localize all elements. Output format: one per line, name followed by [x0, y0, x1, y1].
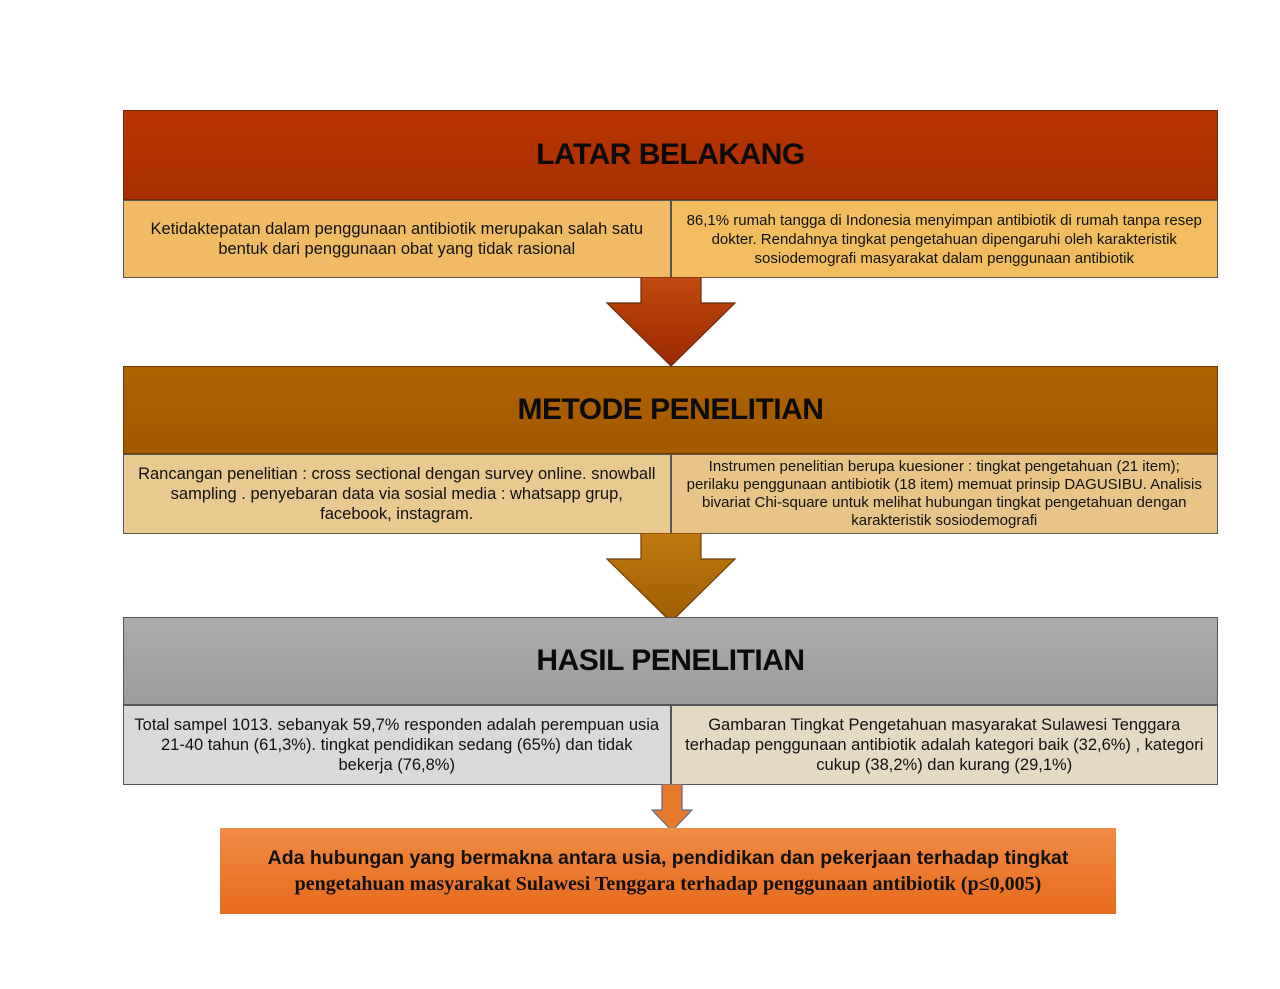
hasil-right-box: Gambaran Tingkat Pengetahuan masyarakat Sulawesi Tenggara terhadap penggunaan antibiotik adalah kategori baik (32,6%) , kategori cukup (38,2%) dan kurang (29,1%) [671, 705, 1219, 785]
section-hasil-penelitian [123, 617, 1218, 785]
conclusion-box [220, 828, 1116, 914]
hasil-left-box: Total sampel 1013. sebanyak 59,7% responden adalah perempuan usia 21-40 tahun (61,3%). tingkat pendidikan sedang (65%) dan tidak bekerja (76,8%) [123, 705, 671, 785]
conclusion-line-1: Ada hubungan yang bermakna antara usia, pendidikan dan pekerjaan terhadap tingkat [267, 847, 1069, 869]
section-title: HASIL PENELITIAN [123, 617, 1218, 705]
latar-left-box: Ketidaktepatan dalam penggunaan antibiotik merupakan salah satu bentuk dari penggunaan obat yang tidak rasional [123, 200, 671, 278]
section-metode-penelitian [123, 366, 1218, 534]
section-title: LATAR BELAKANG [123, 110, 1218, 200]
down-arrow-1 [604, 277, 738, 369]
conclusion-line-2: pengetahuan masyarakat Sulawesi Tenggara terhadap penggunaan antibiotik (p≤0,005) [294, 873, 1042, 895]
metode-left-box: Rancangan penelitian : cross sectional dengan survey online. snowball sampling . penyebaran data via sosial media : whatsapp grup, facebook, instagram. [123, 454, 671, 534]
latar-right-box: 86,1% rumah tangga di Indonesia menyimpan antibiotik di rumah tanpa resep dokter. Rendahnya tingkat pengetahuan dipengaruhi oleh karakteristik sosiodemografi masyarakat dalam penggunaan antibiotik [671, 200, 1219, 278]
down-arrow-3 [650, 784, 694, 834]
metode-right-box: Instrumen penelitian berupa kuesioner : tingkat pengetahuan (21 item); perilaku penggunaan antibiotik (18 item) memuat prinsip DAGUSIBU. Analisis bivariat Chi-square untuk melihat hubungan tingkat pengetahuan dengan karakteristik sosiodemografi [671, 454, 1219, 534]
down-arrow-2 [604, 533, 738, 625]
section-latar-belakang [123, 110, 1218, 278]
section-title: METODE PENELITIAN [123, 366, 1218, 454]
